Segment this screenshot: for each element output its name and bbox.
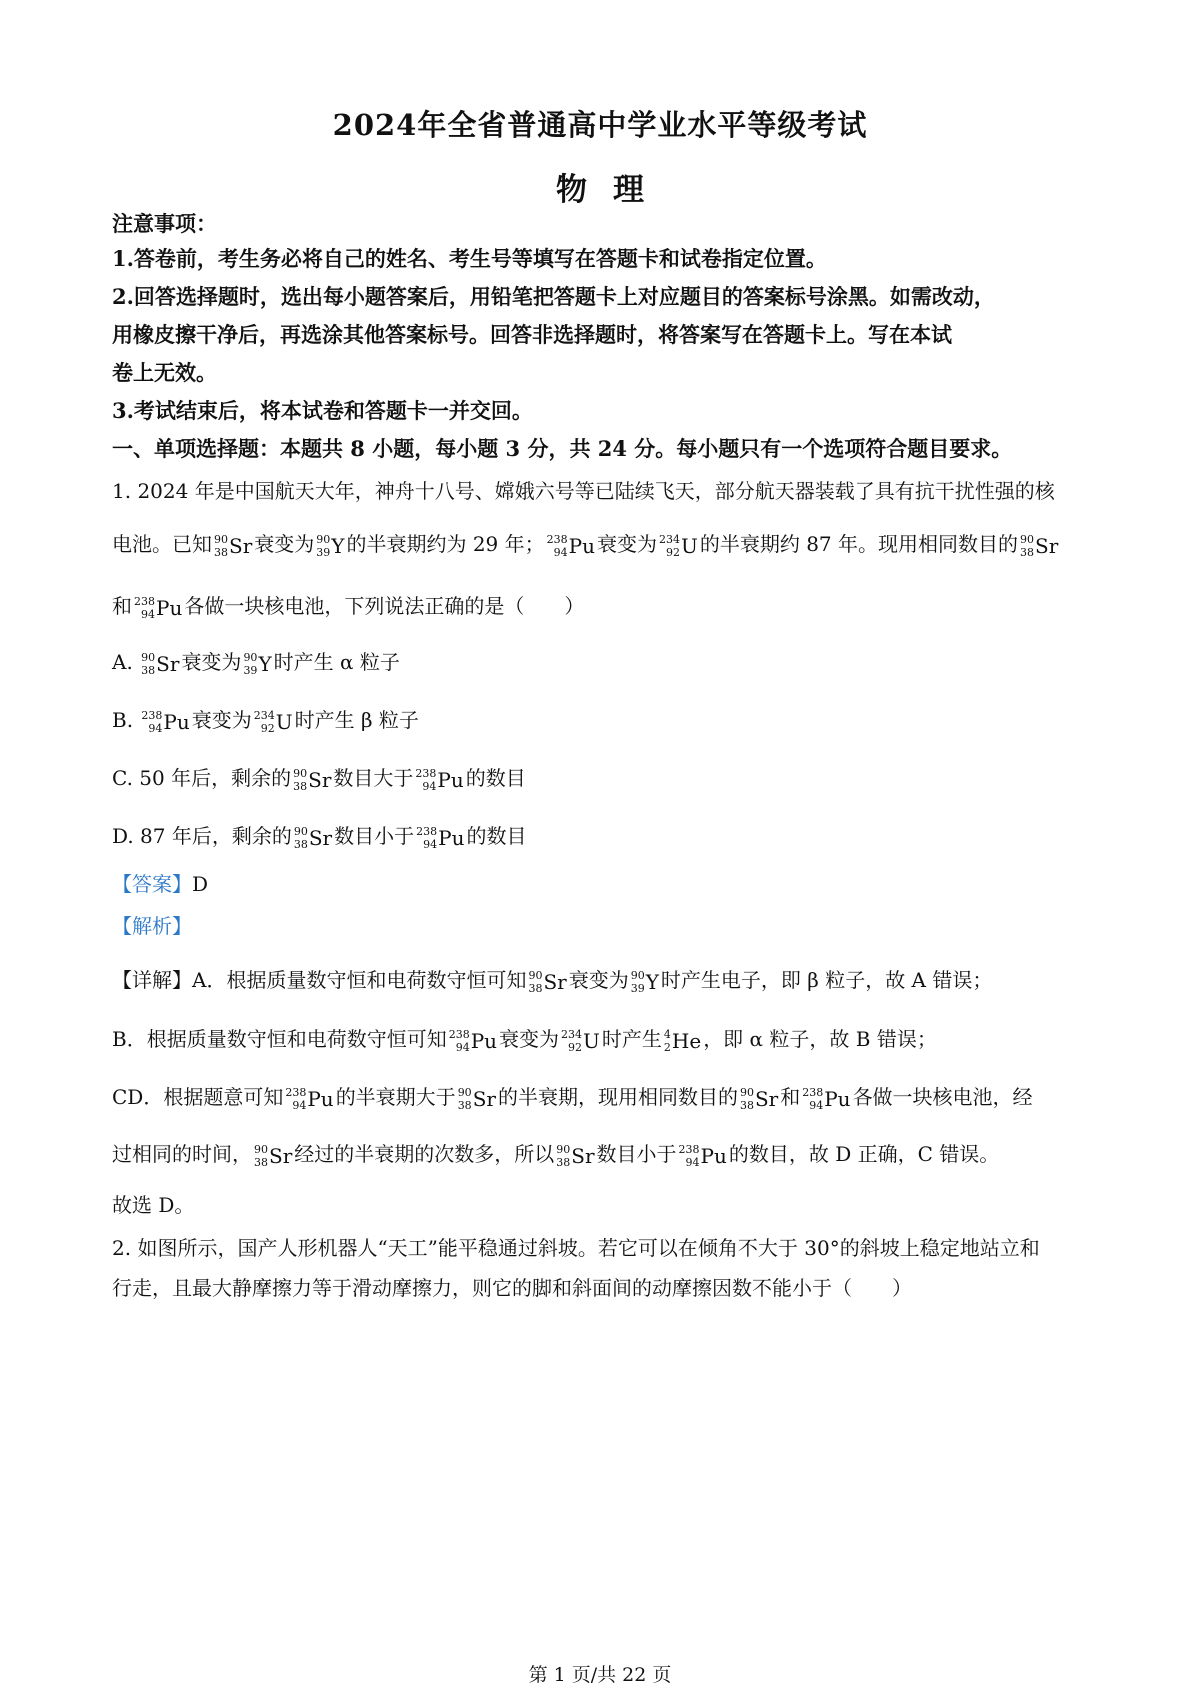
nuclide-pu238: 238 94 Pu (141, 708, 190, 735)
text: 和 (780, 1085, 801, 1109)
page-number: 第 1 页/共 22 页 (528, 1664, 672, 1686)
q1-option-a (112, 648, 1102, 678)
text: 数目大于 (333, 766, 414, 790)
subject-title: 物理 (556, 172, 670, 208)
nuclide-sr90: 90 38 Sr (293, 766, 332, 793)
text: 时产生电子，即 β 粒子，故 A 错误； (660, 968, 993, 992)
nuclide-sr90: 90 38 Sr (556, 1142, 595, 1169)
nuclide-sr90: 90 38 Sr (457, 1085, 496, 1112)
option-label: B. (112, 708, 134, 732)
text: 各做一块核电池，下列说法正确的是（ ） (184, 594, 585, 618)
q1-detail-line-2 (112, 1025, 1102, 1055)
q2-stem-line-2: 行走，且最大静摩擦力等于滑动摩擦力，则它的脚和斜面间的动摩擦因数不能小于（ ） (112, 1276, 912, 1300)
nuclide-pu238: 238 94 Pu (546, 532, 595, 559)
q1-stem-line-2 (112, 530, 1102, 560)
nuclide-pu238: 238 94 Pu (678, 1142, 727, 1169)
text: 电池。已知 (112, 532, 212, 556)
q1-option-b (112, 706, 1102, 736)
nuclide-pu238: 238 94 Pu (134, 594, 183, 621)
nuclide-sr90: 90 38 Sr (528, 968, 567, 995)
nuclide-pu238: 238 94 Pu (416, 824, 465, 851)
q1-stem-line-3 (112, 592, 1102, 622)
text: 衰变为 (596, 532, 657, 556)
text: 衰变为 (254, 532, 315, 556)
nuclide-pu238: 238 94 Pu (415, 766, 464, 793)
nuclide-y90: 90 39 Y (243, 650, 272, 677)
nuclide-sr90: 90 38 Sr (1020, 532, 1059, 559)
text: 的数目 (466, 824, 527, 848)
option-label: A. (112, 650, 133, 674)
nuclide-y90: 90 39 Y (316, 532, 345, 559)
section-heading: 一、单项选择题：本题共 8 小题，每小题 3 分，共 24 分。每小题只有一个选项符合题目要求。 (112, 436, 1013, 461)
nuclide-sr90: 90 38 Sr (739, 1085, 779, 1112)
nuclide-pu238: 238 94 Pu (448, 1027, 498, 1054)
nuclide-pu238: 238 94 Pu (802, 1085, 851, 1112)
notice-item-1: 1.答卷前，考生务必将自己的姓名、考生号等填写在答题卡和试卷指定位置。 (112, 246, 827, 271)
text: ，即 α 粒子，故 B 错误； (703, 1027, 937, 1051)
notice-item-2-line-1: 2.回答选择题时，选出每小题答案后，用铅笔把答题卡上对应题目的答案标号涂黑。如需改动， (112, 284, 995, 309)
q2-stem-line-1: 2. 如图所示，国产人形机器人“天工”能平稳通过斜坡。若它可以在倾角不大于 30°的斜坡上稳定地站立和 (112, 1236, 1040, 1260)
text: 的半衰期，现用相同数目的 (497, 1085, 738, 1109)
nuclide-pu238: 238 94 Pu (285, 1085, 334, 1112)
text: 【详解】A．根据质量数守恒和电荷数守恒可知 (112, 968, 527, 992)
nuclide-he4: 4 2 He (663, 1027, 702, 1054)
notice-item-3: 3.考试结束后，将本试卷和答题卡一并交回。 (112, 398, 533, 423)
q1-option-c (112, 764, 1102, 794)
text: D. 87 年后，剩余的 (112, 824, 292, 848)
text: CD．根据题意可知 (112, 1085, 284, 1109)
nuclide-u234: 234 92 U (658, 532, 698, 559)
exam-title: 2024年全省普通高中学业水平等级考试 (332, 108, 868, 142)
q1-conclusion: 故选 D。 (112, 1193, 195, 1217)
text: 经过的半衰期的次数多，所以 (294, 1142, 555, 1166)
text: 衰变为 (181, 650, 242, 674)
text: 数目小于 (596, 1142, 677, 1166)
text: 时产生 α 粒子 (273, 650, 400, 674)
text: 衰变为 (499, 1027, 560, 1051)
answer-tag: 【答案】 (112, 872, 192, 896)
text: 和 (112, 594, 132, 618)
q1-option-d (112, 822, 1102, 852)
nuclide-u234: 234 92 U (253, 708, 293, 735)
text: 时产生 (601, 1027, 662, 1051)
nuclide-y90: 90 39 Y (630, 968, 659, 995)
notice-heading: 注意事项： (112, 211, 217, 236)
nuclide-u234: 234 92 U (561, 1027, 600, 1054)
text: 时产生 β 粒子 (294, 708, 419, 732)
q1-detail-line-1 (112, 966, 1102, 996)
text: 衰变为 (568, 968, 629, 992)
text: 的数目，故 D 正确，C 错误。 (728, 1142, 1000, 1166)
nuclide-sr90: 90 38 Sr (254, 1142, 293, 1169)
text: 的半衰期大于 (335, 1085, 456, 1109)
text: 数目小于 (334, 824, 415, 848)
q1-detail-line-4 (112, 1140, 1102, 1170)
text: 衰变为 (191, 708, 252, 732)
q1-detail-line-3 (112, 1083, 1102, 1113)
q1-analysis-tag: 【解析】 (112, 914, 192, 938)
nuclide-sr90: 90 38 Sr (141, 650, 180, 677)
text: 的数目 (465, 766, 526, 790)
answer-value: D (192, 872, 209, 896)
notice-item-2-line-3: 卷上无效。 (112, 360, 217, 385)
text: 的半衰期约 87 年。现用相同数目的 (699, 532, 1019, 556)
text: 过相同的时间， (112, 1142, 252, 1166)
text: 各做一块核电池，经 (852, 1085, 1033, 1109)
q1-stem-line-1: 1. 2024 年是中国航天大年，神舟十八号、嫦娥六号等已陆续飞天，部分航天器装载了具有抗干扰性强的核 (112, 479, 1055, 503)
notice-item-2-line-2: 用橡皮擦干净后，再选涂其他答案标号。回答非选择题时，将答案写在答题卡上。写在本试 (112, 322, 952, 347)
text: C. 50 年后，剩余的 (112, 766, 292, 790)
q1-answer (112, 870, 1102, 898)
nuclide-sr90: 90 38 Sr (214, 532, 253, 559)
text: 的半衰期约为 29 年； (346, 532, 545, 556)
nuclide-sr90: 90 38 Sr (293, 824, 333, 851)
text: B．根据质量数守恒和电荷数守恒可知 (112, 1027, 447, 1051)
